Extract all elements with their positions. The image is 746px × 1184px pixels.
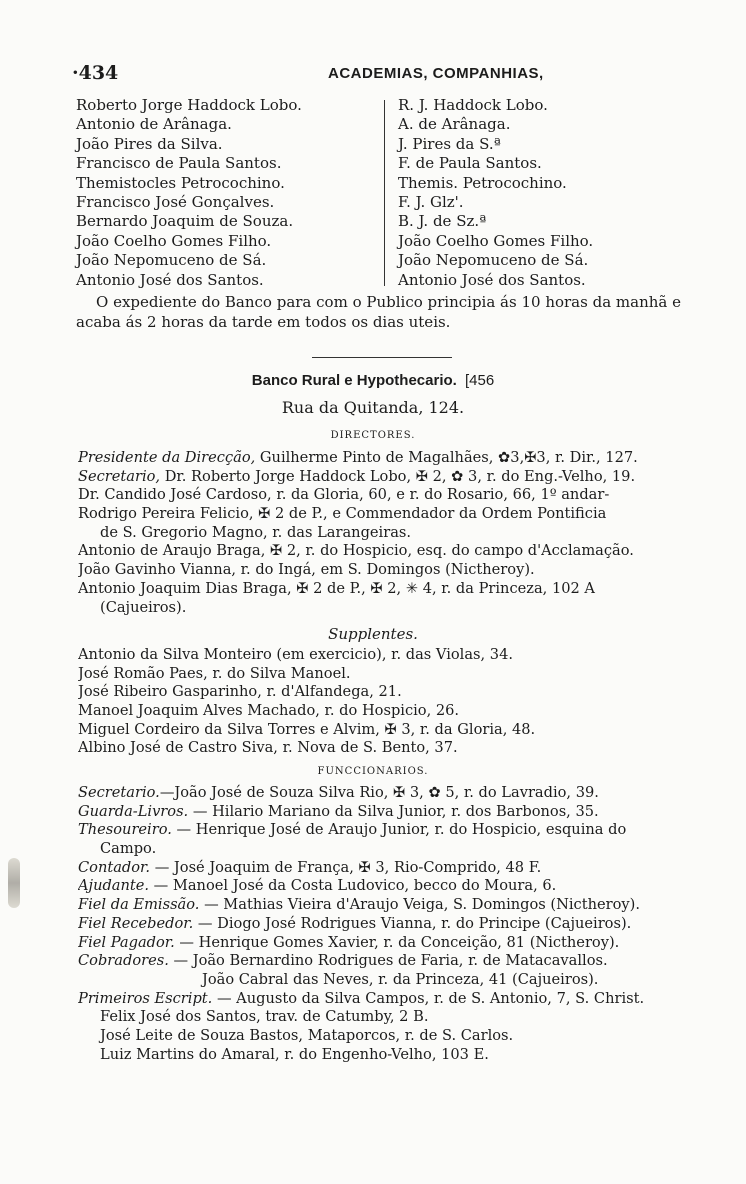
signature-name: Bernardo Joaquim de Souza. bbox=[76, 212, 294, 231]
entry-text: Antonio Joaquim Dias Braga, ✠ 2 de P., ✠ 2, ✳ 4, r. da Princeza, 102 A bbox=[78, 579, 595, 597]
signature-name: João Pires da Silva. bbox=[76, 134, 223, 153]
entry-role: Presidente da Direcção, bbox=[78, 449, 256, 466]
hours-paragraph: O expediente do Banco para com o Publico principia ás 10 horas da manhã e acaba ás 2 horas da tarde em todos os dias uteis. bbox=[76, 293, 681, 331]
signature-names bbox=[76, 96, 382, 290]
signature-abbreviation: B. J. de Sz.ª bbox=[398, 212, 487, 231]
entry-role: Fiel Pagador. bbox=[78, 933, 175, 951]
director-entry bbox=[78, 561, 710, 580]
staff-entry bbox=[78, 1027, 710, 1046]
page-number: ·434 bbox=[72, 62, 119, 84]
entry-text: — Henrique José de Araujo Junior, r. do Hospicio, esquina do bbox=[171, 821, 627, 839]
signature-abbreviation: João Coelho Gomes Filho. bbox=[398, 231, 594, 250]
entry-text: (Cajueiros). bbox=[100, 598, 187, 616]
bank-name: Banco Rural e Hypothecario. bbox=[251, 372, 457, 389]
entry-text: — José Joaquim de França, ✠ 3, Rio-Comprido, 48 F. bbox=[150, 858, 542, 876]
entry-text: — Augusto da Silva Campos, r. de S. Antonio, 7, S. Christ. bbox=[212, 989, 645, 1007]
signature-abbreviation: Themis. Petrocochino. bbox=[398, 173, 567, 192]
entry-text: — Manoel José da Costa Ludovico, becco do Moura, 6. bbox=[149, 877, 557, 895]
signature-abbreviation: R. J. Haddock Lobo. bbox=[398, 96, 548, 114]
entry-text: Campo. bbox=[100, 840, 157, 858]
director-entry bbox=[78, 486, 710, 505]
substitutes-heading: Supplentes. bbox=[328, 625, 418, 643]
signature-abbreviations bbox=[398, 96, 716, 290]
entry-text: Felix José dos Santos, trav. de Catumby, 2 B. bbox=[100, 1008, 429, 1026]
signature-abbreviation: A. de Arânaga. bbox=[398, 115, 511, 134]
entry-role: Fiel da Emissão. bbox=[78, 896, 200, 914]
signature-name: Roberto Jorge Haddock Lobo. bbox=[76, 96, 302, 114]
staff-list bbox=[78, 784, 710, 1064]
staff-entry bbox=[78, 952, 710, 971]
signature-name: Antonio de Arânaga. bbox=[76, 115, 232, 134]
substitute-entry: Albino José de Castro Siva, r. Nova de S. Bento, 37. bbox=[78, 739, 458, 757]
signature-name: João Coelho Gomes Filho. bbox=[76, 231, 272, 250]
section-separator bbox=[312, 357, 452, 358]
staff-entry bbox=[78, 1046, 710, 1065]
entry-role: Contador. bbox=[78, 858, 151, 876]
staff-entry bbox=[78, 859, 710, 878]
bank-address: Rua da Quitanda, 124. bbox=[281, 398, 465, 417]
running-title: ACADEMIAS, COMPANHIAS, bbox=[328, 65, 544, 82]
staff-entry bbox=[78, 971, 710, 990]
director-entry bbox=[78, 524, 710, 543]
entry-text: de S. Gregorio Magno, r. das Larangeiras. bbox=[100, 523, 412, 541]
substitute-entry: José Romão Paes, r. do Silva Manoel. bbox=[78, 664, 351, 682]
entry-text: — Diogo José Rodrigues Vianna, r. do Principe (Cajueiros). bbox=[193, 914, 632, 932]
directors-heading: DIRECTORES. bbox=[330, 430, 416, 441]
entry-text: — Mathias Vieira d'Araujo Veiga, S. Domingos (Nictheroy). bbox=[199, 896, 640, 914]
substitute-entry: José Ribeiro Gasparinho, r. d'Alfandega, 21. bbox=[78, 683, 402, 701]
staff-entry bbox=[78, 784, 710, 803]
entry-text: —João José de Souza Silva Rio, ✠ 3, ✿ 5, r. do Lavradio, 39. bbox=[159, 784, 599, 801]
page-header bbox=[72, 62, 712, 88]
entry-text: — Henrique Gomes Xavier, r. da Conceição, 81 (Nictheroy). bbox=[174, 933, 620, 951]
director-entry bbox=[78, 599, 710, 618]
entry-role: Ajudante. bbox=[78, 877, 150, 895]
entry-text: Rodrigo Pereira Felicio, ✠ 2 de P., e Commendador da Ordem Pontificia bbox=[78, 505, 607, 523]
signature-name: Francisco de Paula Santos. bbox=[76, 154, 282, 173]
staff-entry bbox=[78, 803, 710, 822]
staff-entry bbox=[78, 934, 710, 953]
director-entry bbox=[78, 542, 710, 561]
bank-number: [456 bbox=[465, 372, 495, 389]
entry-text: José Leite de Souza Bastos, Mataporcos, r. de S. Carlos. bbox=[100, 1026, 514, 1044]
substitute-entry: Miguel Cordeiro da Silva Torres e Alvim, ✠ 3, r. da Gloria, 48. bbox=[78, 720, 536, 738]
substitute-entry: Antonio da Silva Monteiro (em exercicio), r. das Violas, 34. bbox=[78, 646, 514, 663]
directors-list bbox=[78, 449, 710, 617]
entry-role: Cobradores. bbox=[78, 952, 169, 970]
director-entry bbox=[78, 505, 710, 524]
entry-role: Fiel Recebedor. bbox=[78, 914, 194, 932]
signature-name: Francisco José Gonçalves. bbox=[76, 192, 275, 211]
entry-role: Guarda-Livros. bbox=[78, 802, 189, 820]
director-entry bbox=[78, 580, 710, 599]
staff-entry bbox=[78, 821, 710, 840]
director-entry bbox=[78, 468, 710, 487]
column-divider bbox=[384, 100, 385, 286]
entry-role: Thesoureiro. bbox=[78, 821, 172, 839]
entry-text: Dr. Candido José Cardoso, r. da Gloria, 60, e r. do Rosario, 66, 1º andar- bbox=[78, 486, 610, 504]
entry-text: Dr. Roberto Jorge Haddock Lobo, ✠ 2, ✿ 3, r. do Eng.-Velho, 19. bbox=[160, 467, 636, 485]
staff-entry bbox=[78, 877, 710, 896]
page-edge-stain bbox=[8, 858, 20, 908]
substitutes-list bbox=[78, 646, 710, 758]
signature-name: Antonio José dos Santos. bbox=[76, 270, 264, 289]
entry-text: Antonio de Araujo Braga, ✠ 2, r. do Hospicio, esq. do campo d'Acclamação. bbox=[78, 542, 634, 560]
signature-name: João Nepomuceno de Sá. bbox=[76, 251, 267, 270]
entry-text: — João Bernardino Rodrigues de Faria, r. de Matacavallos. bbox=[168, 952, 608, 970]
signature-abbreviation: F. de Paula Santos. bbox=[398, 154, 542, 173]
staff-entry bbox=[78, 915, 710, 934]
signature-abbreviation: Antonio José dos Santos. bbox=[398, 270, 586, 289]
director-entry bbox=[78, 449, 710, 468]
bank-heading bbox=[0, 372, 746, 389]
staff-heading: FUNCCIONARIOS. bbox=[317, 766, 429, 777]
staff-entry bbox=[78, 990, 710, 1009]
staff-entry bbox=[78, 896, 710, 915]
entry-text: — Hilario Mariano da Silva Junior, r. dos Barbonos, 35. bbox=[188, 802, 599, 820]
signature-name: Themistocles Petrocochino. bbox=[76, 173, 285, 192]
entry-text: Luiz Martins do Amaral, r. do Engenho-Velho, 103 E. bbox=[100, 1045, 489, 1063]
substitute-entry: Manoel Joaquim Alves Machado, r. do Hospicio, 26. bbox=[78, 702, 460, 720]
staff-entry bbox=[78, 840, 710, 859]
entry-role: Secretario. bbox=[78, 784, 160, 801]
signature-abbreviation: F. J. Glz'. bbox=[398, 192, 464, 211]
entry-role: Secretario, bbox=[78, 467, 161, 485]
signature-abbreviation: J. Pires da S.ª bbox=[398, 134, 501, 153]
entry-role: Primeiros Escript. bbox=[78, 989, 213, 1007]
entry-text: João Gavinho Vianna, r. do Ingá, em S. Domingos (Nictheroy). bbox=[78, 561, 535, 579]
signature-abbreviation: João Nepomuceno de Sá. bbox=[398, 251, 589, 270]
entry-text: Guilherme Pinto de Magalhães, ✿3,✠3, r. Dir., 127. bbox=[255, 449, 638, 466]
staff-entry bbox=[78, 1008, 710, 1027]
entry-text: João Cabral das Neves, r. da Princeza, 41 (Cajueiros). bbox=[202, 970, 599, 988]
